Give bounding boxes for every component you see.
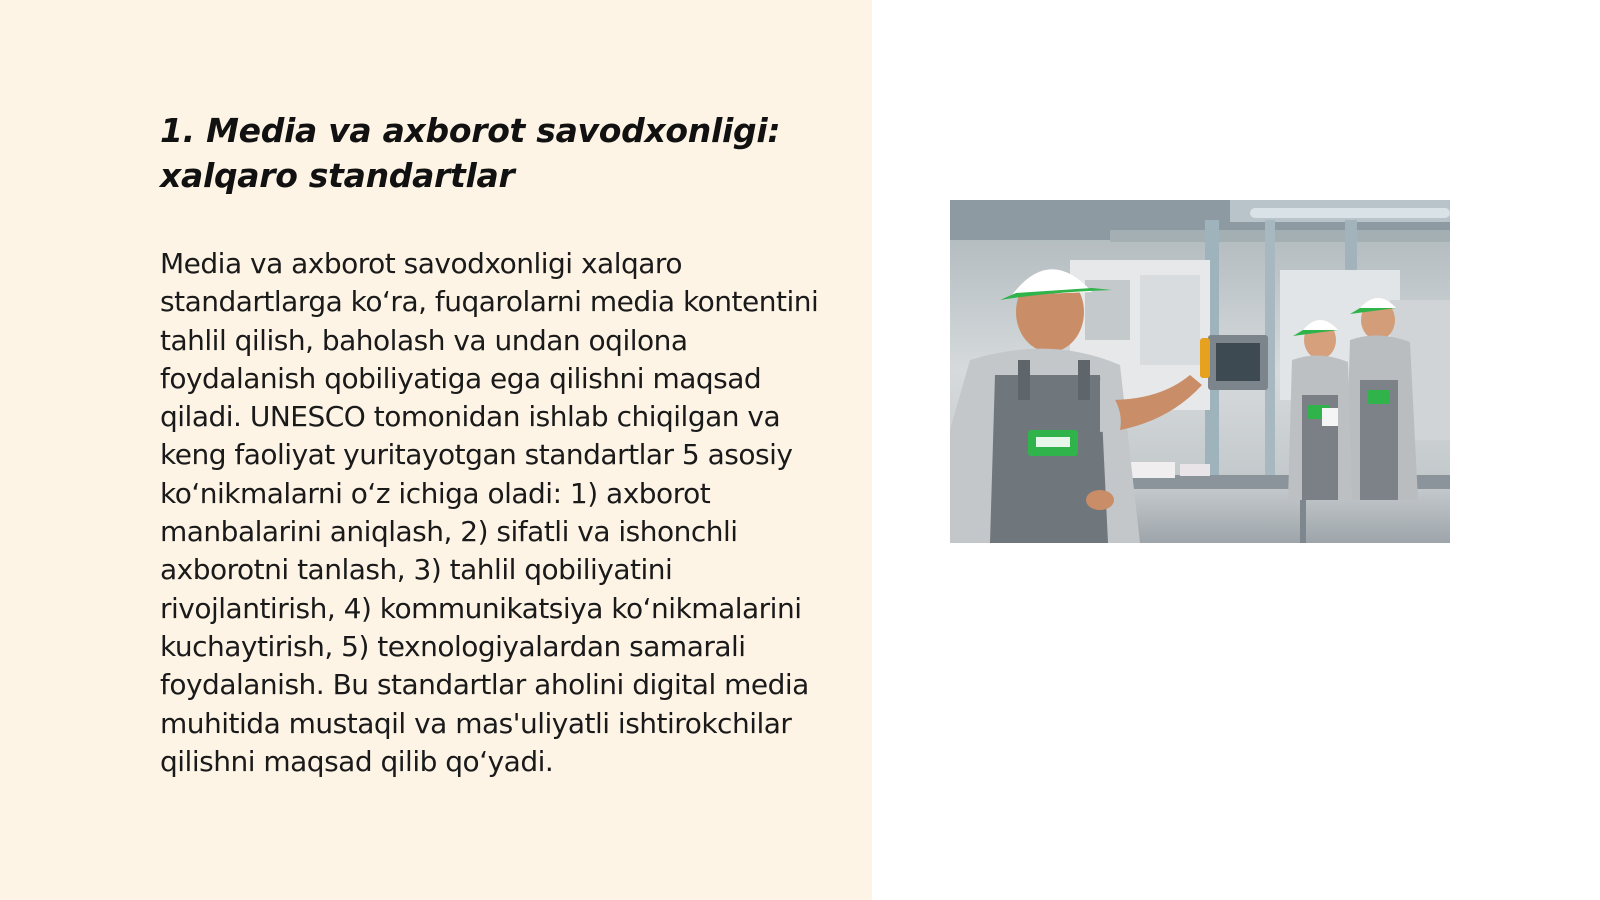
slide-title: 1. Media va axborot savodxonligi: xalqaro standartlar — [160, 111, 781, 195]
slide-body-text: Media va axborot savodxonligi xalqaro standartlarga ko‘ra, fuqarolarni media kontentini tahlil qilish, baholash va undan oqilona foydalanish qobiliyatiga ega qilishni maqsad qiladi. UNESCO tomonidan ishlab chiqilgan va keng faoliyat yuritayotgan standartlar 5 asosiy ko‘nikmalarni o‘z ichiga oladi: 1) axborot manbalarini aniqlash, 2) sifatli va ishonchli axborotni tanlash, 3) tahlil qobiliyatini rivojlantirish, 4) kommunikatsiya ko‘nikmalarini kuchaytirish, 5) texnologiyalardan samarali foydalanish. Bu standartlar aholini digital media muhitida mustaqil va mas'uliyatli ishtirokchilar qilishni maqsad qilib qo‘yadi. — [160, 247, 819, 778]
factory-workers-photo — [950, 200, 1450, 543]
